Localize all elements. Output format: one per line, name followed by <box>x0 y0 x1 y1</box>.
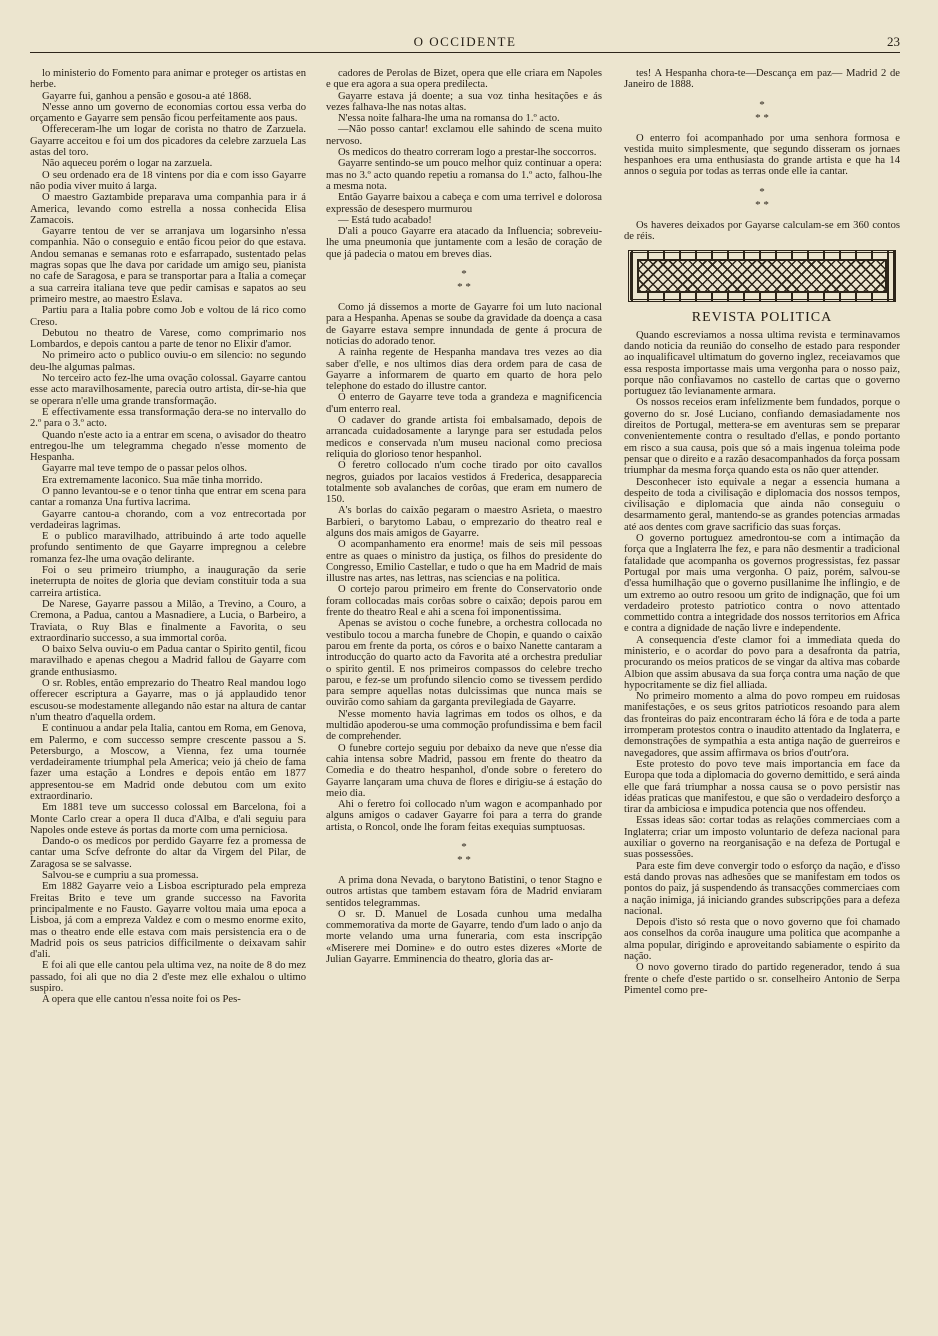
paragraph: Essas ideas são: cortar todas as relações commerciaes com a Inglaterra; criar um imposto voluntario de defeza nacional para auxiliar o governo na reorganisação e na defeza de Portugal e suas possessões. <box>624 815 900 861</box>
running-title: O OCCIDENTE <box>413 34 517 49</box>
paragraph: Offereceram-lhe um logar de corista no thatro de Zarzuela. Gayarre acceitou e foi um dos picadores da celebre zarzuela Las astas del toro. <box>30 124 306 159</box>
paragraph: E o publico maravilhado, attribuindo á arte todo aquelle profundo sentimento de que Gayarre impregnou a celebre romanza fez-lhe uma ovação delirante. <box>30 531 306 565</box>
paragraph: Depois d'isto só resta que o novo governo que foi chamado aos conselhos da corôa inaugure uma politica que acompanhe a alma popular, dirigindo e aproveitando sabiamente o espirito da nação. <box>624 917 900 962</box>
column-3-part-a <box>624 68 900 91</box>
paragraph: Gayarre mal teve tempo de o passar pelos olhos. <box>42 463 248 475</box>
paragraph: —Não posso cantar! exclamou elle sahindo de scena muito nervoso. <box>326 124 602 147</box>
paragraph: Partiu para a Italia pobre como Job e voltou de lá rico como Creso. <box>30 305 306 328</box>
paragraph: O baixo Selva ouviu-o em Padua cantar o Spirito gentil, ficou maravilhado e apenas chegou a Madrid fallou de Gayarre com grande enthusiasmo. <box>30 644 306 678</box>
paragraph: Gayarre sentindo-se um pouco melhor quiz continuar a opera: mas no 3.º acto quando repetiu a romansa do 1.º acto, falhou-lhe a mesma nota. <box>326 158 602 192</box>
paragraph: Gayarre cantou-a chorando, com a voz entrecortada por verdadeiras lagrimas. <box>30 508 306 531</box>
column-2-part-a <box>326 68 602 260</box>
paragraph: E foi ali que elle cantou pela ultima vez, na noite de 8 do mez passado, foi ali que no dia 2 d'este mez elle exhalou o ultimo suspiro. <box>30 960 306 995</box>
separator-stars-pair: * * <box>755 111 769 124</box>
paragraph: Os haveres deixados por Gayarse calculam-se em 360 contos de réis. <box>624 219 900 243</box>
paragraph: O seu ordenado era de 18 vintens por dia e com isso Gayarre não podia viver muito á larga. <box>30 169 306 192</box>
paragraph: O enterro de Gayarre teve toda a grandeza e magnificencia d'um enterro real. <box>326 392 602 415</box>
paragraph: E effectivamente essa transformação dera-se no intervallo do 2.º para o 3.º acto. <box>30 406 306 430</box>
paragraph: Os medicos do theatro correram logo a prestar-lhe soccorros. <box>338 147 597 159</box>
paragraph: E continuou a andar pela Italia, cantou em Roma, em Genova, em Palermo, e com successo sempre crescente passou a S. Petersburgo, a Moscow, a Vienna, fez uma tournée verdadeiramente triumphal pela America; veio já cheio de fama fazer uma estação a Londres e depois então em 1877 appresentou-se em Madrid onde debutou com um exito extraordinario. <box>30 723 306 802</box>
paragraph: O governo portuguez amedrontou-se com a intimação da força que a Inglaterra lhe fez, e para não desmentir a tradicional fatalidade que acompanha os governos progressistas, fez passar Portugal por mais uma vergonha. O paiz, porém, salvou-se d'essa humilhação que o governo pusillanime lhe inflingio, e de um extremo ao outro resoou um grito de indignação, que foi um verdadeiro protesto patriotico contra o novo attentado commettido contra a integridade dos nossos territorios em Africa e contra a dignidade de nação livre e independente. <box>624 533 900 635</box>
paragraph: No terceiro acto fez-lhe uma ovação colossal. Gayarre cantou esse acto maravilhosamente, parecia outro artista, dir-se-hia que se operara n'elle uma grande transformação. <box>30 373 306 407</box>
separator-star: * <box>461 841 467 853</box>
paragraph: Gayarre fui, ganhou a pensão e gosou-a até 1868. <box>42 90 252 102</box>
section-separator <box>326 268 602 294</box>
section-title: REVISTA POLITICA <box>691 310 833 326</box>
column-3 <box>624 68 900 996</box>
paragraph: Salvou-se e cumpriu a sua promessa. <box>42 870 199 882</box>
separator-star: * <box>461 268 467 281</box>
column-2 <box>326 68 602 965</box>
paragraph: Para este fim deve convergir todo o esforço da nação, e d'isso está dando provas nas adhesões que se manifestam em todos os pontos do paiz, já suspendendo ás transacções commerciaes com a nação inimiga, já iniciando grandes subscripções para a defeza nacional. <box>624 860 900 917</box>
paragraph: N'esse anno um governo de economias cortou essa verba do orçamento e Gayarre sem pensão ficou perfeitamente aos paus. <box>30 101 306 125</box>
paragraph: Debutou no theatro de Varese, como comprimario nos Lombardos, e depois cantou a parte de tenor no Elixir d'amor. <box>30 327 306 351</box>
separator-star: * <box>759 185 765 198</box>
paragraph: lo ministerio do Fomento para animar e proteger os artistas en herbe. <box>30 68 306 91</box>
paragraph: O sr. D. Manuel de Losada cunhou uma medalha commemorativa da morte de Gayarre, tendo d'um lado o anjo da morte velando uma urna funeraria, com esta inscripção «Miserere mei Domine» e do outro estes dizeres «Morte de Julian Gayarre. Emminencia do theatro, gloria das ar- <box>326 908 602 966</box>
paragraph: — Está tudo acabado! <box>338 214 432 226</box>
paragraph: Era extremamente laconico. Sua mãe tinha morrido. <box>42 474 263 486</box>
separator-stars-pair: * * <box>457 854 471 866</box>
paragraph: Quando escreviamos a nossa ultima revista e terminavamos dando noticia da reunião do conselho de estado para responder ao inqualificavel ultimatum do governo inglez, receiavamos que essa resposta importasse mais uma vergonha para o nosso paiz, porque não confiavamos no castello de cartas que o governo portuguez tão levianamente armara. <box>624 329 900 398</box>
paragraph: Então Gayarre baixou a cabeça e com uma terrivel e dolorosa expressão de desespero murmurou <box>326 192 602 215</box>
section-separator <box>326 841 602 867</box>
paragraph: Os nossos receios eram infelizmente bem fundados, porque o governo do sr. José Luciano, confiando demasiadamente nos direitos de Portugal, mettera-se em aventuras sem se preparar convenientemente contra o resultado d'ellas, e pondo portanto em risco a sua causa, pois que só a mais ingenua toleima pode pensar que o direito e a razão desacompanhados da força possam triumphar da mesma força quando esta os não quer attender. <box>624 397 900 477</box>
paragraph: Gayarre estava já doente; a sua voz tinha hesitações e ás vezes falhava-lhe nas notas altas. <box>326 90 602 113</box>
paragraph: Não aqueceu porém o logar na zarzuela. <box>42 158 213 170</box>
paragraph: O maestro Gaztambide preparava uma companhia para ir á America, levando como estrella a nossa conhecida Elisa Zamacois. <box>30 192 306 226</box>
separator-star: * <box>759 98 765 111</box>
paragraph: No primeiro momento a alma do povo rompeu em ruidosas manifestações, e os seus gritos patrioticos resoando para alem das fronteiras do paiz encontraram écho lá fóra e de toda a parte irromperam protestos contra o inaudito attentado da Inglaterra, e demonstrações de sympathia a esta antiga nação de guerreiros e navegadores, que assim affirmava os brios d'outr'ora. <box>624 691 900 759</box>
decorative-ornament-banner <box>628 250 896 302</box>
separator-stars-pair: * * <box>457 281 471 294</box>
paragraph: O novo governo tirado do partido regenerador, tendo á sua frente o chefe d'este partido o sr. conselheiro Antonio de Serpa Pimentel como pre- <box>624 962 900 996</box>
paragraph: tes! A Hespanha chora-te—Descança em paz— Madrid 2 de Janeiro de 1888. <box>624 68 900 91</box>
paragraph: A's borlas do caixão pegaram o maestro Asrieta, o maestro Barbieri, o barytomo Labau, o emprezario do theatro real e alguns dos mais amigos de Gayarre. <box>326 505 602 539</box>
paragraph: Apenas se avistou o coche funebre, a orchestra collocada no vestibulo tocou a marcha funebre de Chopin, e quando o caixão parou em frente da porta, os córos e o baixo Nanette cantaram a introducção do quarto acto da Favorita até a orchestra preduliar o spirito gentil. E nos primeiros compassos do celebre trecho parou, e fez-se um profundo silencio como se tivessem perdido para sempre aquellas notas dulcissimas que nunca mais se ouvirão como sahiam da garganta previlegiada de Gayarre. <box>326 618 602 709</box>
paragraph: A rainha regente de Hespanha mandava tres vezes ao dia saber d'elle, e nos ultimos dias dera ordem para de casa de Gayarre a informarem de quarto em quarto de hora pelo telephone do estado do illustre cantor. <box>326 347 602 393</box>
paragraph: cadores de Perolas de Bizet, opera que elle criara em Napoles e que era agora a sua opera predilecta. <box>326 68 602 91</box>
section-separator <box>624 186 900 212</box>
ornament-pattern <box>637 259 887 293</box>
column-1 <box>30 68 306 1006</box>
paragraph: N'essa noite falhara-lhe uma na romansa do 1.º acto. <box>338 113 560 125</box>
paragraph: A prima dona Nevada, o barytono Batistini, o tenor Stagno e outros artistas que tambem estavam fóra de Madrid enviaram sentidos telegrammas. <box>326 875 602 909</box>
paragraph: O acompanhamento era enorme! mais de seis mil pessoas entre as quaes o ministro da justiça, os filhos do presidente do Congresso, Emilio Castellar, e tudo o que ha em Madrid de mais illustre nas artes, nas lettras, nas sciencias e na politica. <box>326 539 602 585</box>
paragraph: O cadaver do grande artista foi embalsamado, depois de arrancada cuidadosamente a larynge para ser estudada pelos medicos e conservada n'um museu nacional como preciosa reliquia do glorioso tenor hespanhol. <box>326 415 602 460</box>
paragraph: Ahi o feretro foi collocado n'um wagon e acompanhado por alguns amigos o cadaver Gayarre foi para a terra do grande artista, o Roncol, onde lhe foram feitas exequias sumptuosas. <box>326 799 602 833</box>
page-number: 23 <box>887 34 900 49</box>
paragraph: No primeiro acto o publico ouviu-o em silencio: no segundo deu-lhe algumas palmas. <box>30 350 306 373</box>
paragraph: A opera que elle cantou n'essa noite foi os Pes- <box>42 994 241 1006</box>
paragraph: Em 1881 teve um successo colossal em Barcelona, foi a Monte Carlo crear a opera Il duca d'Alba, e d'ali seguiu para Napoles onde esteve ás portas da morte com uma perniciosa. <box>30 802 306 836</box>
paragraph: Como já dissemos a morte de Gayarre foi um luto nacional para a Hespanha. Apenas se soube da gravidade da doença a casa de Gayarre estava sempre innundada de gente á procura de noticias do adorado tenor. <box>326 302 602 347</box>
paragraph: Em 1882 Gayarre veio a Lisboa escripturado pela empreza Freitas Brito e teve um grande successo na Favorita principalmente e no Fausto. Gayarre voltou maia uma epoca a Lisboa, já com a empreza Valdez e com o mesmo enorme exito, mas o theatro ende elle estava com mais persistencia era o de Madrid pois os seus patricios difficilmente o deixavam sahir d'ali. <box>30 881 306 961</box>
paragraph: O panno levantou-se e o tenor tinha que entrar em scena para cantar a romanza Una furtiva lacrima. <box>30 485 306 509</box>
column-2-part-c <box>326 875 602 965</box>
paragraph: N'esse momento havia lagrimas em todos os olhos, e da multidão apoderou-se uma commoção profundissima e bem facil de comprehender. <box>326 708 602 743</box>
paragraph: Este protesto do povo teve mais importancia em face da Europa que toda a diplomacia do governo demittido, e será ainda elle que fará triumphar a nossa causa se o povo persistir nas idéas praticas que manifestou, e que são o verdadeiro desforço a tirar da ambiciosa e impudica potencia que nos offendeu. <box>624 758 900 816</box>
column-3-part-c <box>624 220 900 243</box>
paragraph: O feretro collocado n'um coche tirado por oito cavallos negros, guiados por lacaios vestidos á Frederica, desapparecia totalmente sob avalanches de corôas, que eram em numero de 150. <box>326 460 602 506</box>
column-2-part-b <box>326 302 602 833</box>
paragraph: Dando-o os medicos por perdido Gayarre fez a promessa de cantar uma Scfve defronte do altar da Virgem del Pilar, de Zaragosa se se salvasse. <box>30 836 306 870</box>
paragraph: O enterro foi acompanhado por uma senhora formosa e vestida muito simplesmente, que segundo disseram os jornaes hespanhoes era uma enthusiasta do grande artista e que ha 14 annos o seguia por todas as terras onde elle ia cantar. <box>624 132 900 178</box>
paragraph: Foi o seu primeiro triumpho, a inauguração da serie ineterrupta de noites de gloria que deviam constituir toda a sua carreira artistica. <box>30 565 306 599</box>
separator-stars-pair: * * <box>755 198 769 211</box>
paragraph: O cortejo parou primeiro em frente do Conservatorio onde foram collocadas mais corôas sobre o caixão; depois parou em frente do theatro Real e ahi a scena foi imponentissima. <box>326 584 602 619</box>
page-header <box>30 30 900 53</box>
paragraph: A consequencia d'este clamor foi a immediata queda do ministerio, e o acordar do povo para a desafronta da patria, procurando os meios praticos de se vingar da altiva mas cobarde Albion que assim abusava da sua força contra uma nação de que hypocritamente se diz fiel alliada. <box>624 634 900 691</box>
paragraph: Gayarre tentou de ver se arranjava um logarsinho n'essa companhia. Não o conseguio e então ficou peior do que estava. Andou semanas e semanas roto e esfarrapado, sustentado pelas magras sopas que lhe dava por caridade um amigo seu, pianista no cafe de Saragosa, e para se transportar para a Italia a começar a sua carreira italiana teve que pedir camisas e sapatos ao seu primeiro mestre, ao maestro Eslava. <box>30 226 306 305</box>
paragraph: Quando n'este acto ia a entrar em scena, o avisador do theatro entregou-lhe um telegramma chegado n'esse momento de Hespanha. <box>30 429 306 464</box>
paragraph: O funebre cortejo seguiu por debaixo da neve que n'esse dia cahia intensa sobre Madrid, passou em frente do theatro da Comedia e do theatro hespanhol, d'onde sobre o feretero do Gayarre lançaram uma chuva de flores e dirigiu-se á estação do meio dia. <box>326 742 602 799</box>
paragraph: D'ali a pouco Gayarre era atacado da Influencia; sobreveiu-lhe uma pneumonia que juntamente com a lesão de coração de que já padecia o matou em breves dias. <box>326 226 602 260</box>
paragraph: De Narese, Gayarre passou a Milão, a Trevino, a Couro, a Cremona, a Padua, cantou a Masnadiere, a Lucia, o Barbeiro, a Traviata, o Ruy Blas e finalmente a Favorita, o seu extraordinario successo, a sua immortal corôa. <box>30 598 306 644</box>
paragraph: O sr. Robles, então emprezario do Theatro Real mandou logo offerecer escriptura a Gayarre, mas o já applaudido tenor escusou-se modestamente allegando não estar na altura de cantar n'um theatro d'aquella ordem. <box>30 678 306 723</box>
column-3-part-d <box>624 330 900 997</box>
paragraph: Desconhecer isto equivale a negar a essencia humana a despeito de toda a civilisação e diplomacia dos nossos tempos, civilisação e diplomacia que ainda não conseguiu o desarmamento geral, mantendo-se as grandes potencias armadas até aos dentes com grave sacrificio das suas forças. <box>624 476 900 533</box>
column-3-part-b <box>624 133 900 178</box>
section-separator <box>624 99 900 125</box>
